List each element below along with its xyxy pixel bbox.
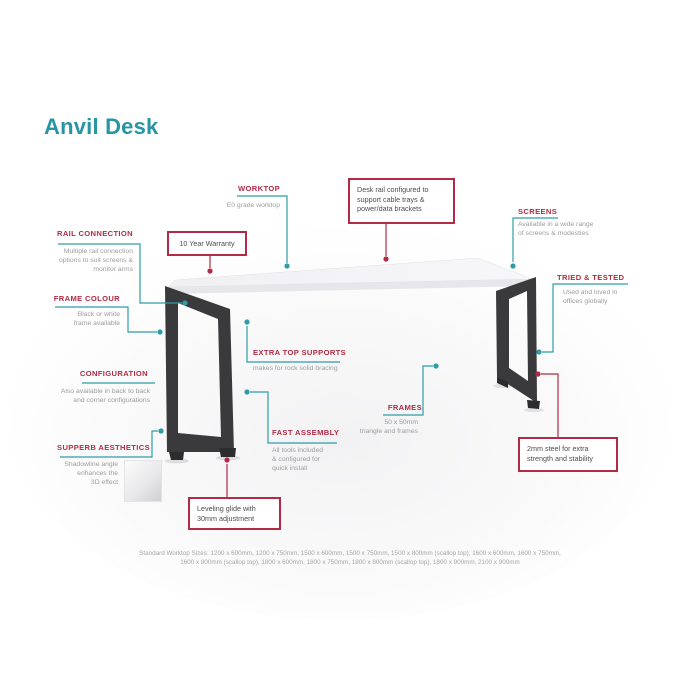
leveling-glide-note-box: Leveling glide with 30mm adjustment	[188, 497, 281, 530]
callout-frame-colour-title: FRAME COLOUR	[53, 294, 120, 303]
callout-tried-tested-title: TRIED & TESTED	[557, 273, 625, 282]
callout-frames-title: FRAMES	[387, 403, 422, 412]
sizes-line: Standard Worktop Sizes: 1200 x 600mm, 1200 x 750mm, 1500 x 600mm, 1500 x 750mm, 1500 x 800mm (scallop top), 1600 x 600mm, 1600 x 750mm,	[139, 550, 561, 557]
callout-fast-assembly-body: All tools included & configured for quick install	[272, 447, 324, 472]
left-leg-foot	[169, 452, 184, 460]
callout-configuration-body: Also available in back to back and corner configurations	[60, 388, 150, 404]
callout-worktop-body: E0 grade worktop	[226, 202, 280, 209]
steel-note-box: 2mm steel for extra strength and stability	[518, 437, 618, 472]
callout-frames-body: 50 x 50mm triangle and frames	[359, 419, 418, 435]
callout-fast-assembly-title: FAST ASSEMBLY	[272, 428, 340, 437]
shadowline-thumbnail	[124, 460, 162, 502]
callout-worktop-title: WORKTOP	[238, 184, 280, 193]
callout-extra-top-supports-body: makes for rock solid bracing	[253, 365, 338, 372]
callout-superb-aesthetics-title: SUPPERB AESTHETICS	[57, 443, 150, 452]
callout-frame-colour-body: Black or white frame available	[73, 311, 120, 327]
right-leg-foot	[527, 400, 540, 409]
callout-rail-connection-body: Multiple rail connection options to suit screens & monitor arms	[58, 248, 133, 273]
sizes-line: 1600 x 800mm (scallop top), 1800 x 600mm, 1800 x 750mm, 1800 x 800mm (scallop top), 1800 x 900mm, 2100 x 900mm	[180, 559, 520, 567]
page-title: Anvil Desk	[44, 114, 159, 139]
warranty-note-box: 10 Year Warranty	[167, 231, 247, 256]
callout-rail-connection-title: RAIL CONNECTION	[57, 229, 133, 238]
left-leg-foot	[219, 448, 236, 457]
desk-rail-note-box: Desk rail configured to support cable trays & power/data brackets	[348, 178, 455, 224]
callout-tried-tested-body: Used and loved in offices globally	[563, 289, 618, 305]
standard-worktop-sizes	[0, 549, 700, 567]
callout-screens-title: SCREENS	[518, 207, 558, 216]
callout-extra-top-supports-title: EXTRA TOP SUPPORTS	[253, 348, 347, 357]
callout-superb-aesthetics-body: Shadowline angle enhances the 3D effect	[64, 461, 118, 486]
callout-configuration-title: CONFIGURATION	[79, 369, 148, 378]
callout-screens-body: Available in a wide range of screens & modesties	[518, 221, 594, 237]
